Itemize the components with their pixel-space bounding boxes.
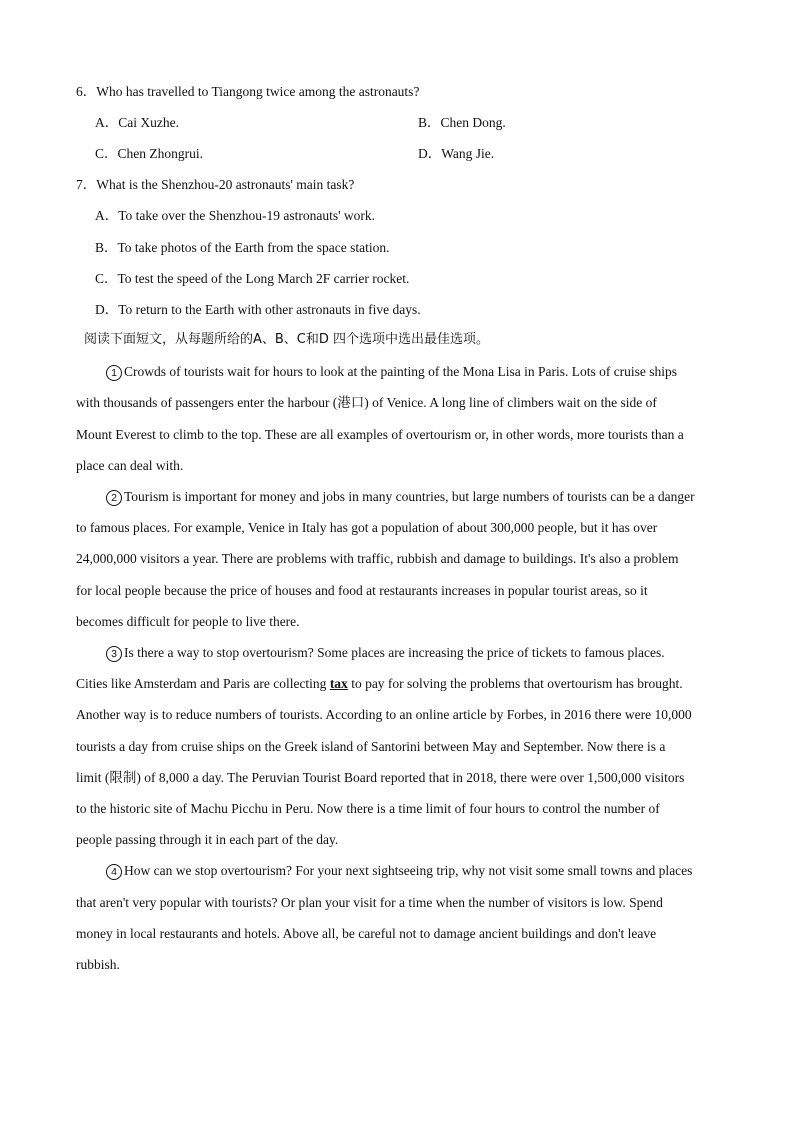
paragraph-2-line-5: becomes difficult for people to live there. — [76, 614, 300, 629]
question-6-option-c: C．Chen Zhongrui. — [95, 146, 203, 161]
paragraph-text: How can we stop overtourism? For your next sightseeing trip, why not visit some small towns and places — [124, 863, 693, 878]
paragraph-number-2: 2 — [106, 490, 122, 506]
paragraph-number-3: 3 — [106, 646, 122, 662]
question-7-option-c: C．To test the speed of the Long March 2F carrier rocket. — [95, 271, 410, 286]
paragraph-2-line-3: 24,000,000 visitors a year. There are problems with traffic, rubbish and damage to buildings. It's also a problem — [76, 551, 679, 566]
paragraph-3-line-4: tourists a day from cruise ships on the Greek island of Santorini between May and September. Now there is a — [76, 739, 666, 754]
question-6-option-b: B．Chen Dong. — [418, 115, 506, 130]
paragraph-3-line-6: to the historic site of Machu Picchu in Peru. Now there is a time limit of four hours to control the number of — [76, 801, 660, 816]
paragraph-3-line-3: Another way is to reduce numbers of tourists. According to an online article by Forbes, in 2016 there were 10,000 — [76, 707, 692, 722]
paragraph-3-line-7: people passing through it in each part of the day. — [76, 832, 339, 847]
paragraph-3-line-5: limit (限制) of 8,000 a day. The Peruvian Tourist Board reported that in 2018, there were over 1,500,000 visitors — [76, 770, 685, 785]
question-7-option-a: A．To take over the Shenzhou-19 astronauts' work. — [95, 208, 376, 223]
reading-instruction: 阅读下面短文，从每题所给的A、B、C和D 四个选项中选出最佳选项。 — [84, 332, 490, 347]
highlighted-word-tax: tax — [329, 676, 348, 691]
paragraph-number-1: 1 — [106, 365, 122, 381]
paragraph-number-4: 4 — [106, 864, 122, 880]
paragraph-text: Is there a way to stop overtourism? Some places are increasing the price of tickets to famous places. — [124, 645, 665, 660]
paragraph-3-line-2 — [76, 675, 683, 693]
paragraph-text: to pay for solving the problems that overtourism has brought. — [347, 676, 683, 691]
paragraph-text: Tourism is important for money and jobs in many countries, but large numbers of tourists can be a danger — [124, 489, 695, 504]
paragraph-4-line-2: that aren't very popular with tourists? Or plan your visit for a time when the number of visitors is low. Spend — [76, 895, 663, 910]
paragraph-2-line-4: for local people because the price of houses and food at restaurants increases in popular tourist areas, so it — [76, 583, 648, 598]
paragraph-1-line-4: place can deal with. — [76, 458, 184, 473]
question-6-option-d: D．Wang Jie. — [418, 146, 495, 161]
question-7-stem: 7．What is the Shenzhou-20 astronauts' main task? — [76, 177, 355, 192]
question-7-option-d: D．To return to the Earth with other astronauts in five days. — [95, 302, 421, 317]
question-6-option-a: A．Cai Xuzhe. — [95, 115, 179, 130]
question-7-option-b: B．To take photos of the Earth from the space station. — [95, 240, 390, 255]
paragraph-1-line-2: with thousands of passengers enter the harbour (港口) of Venice. A long line of climbers wait on the side of — [76, 395, 657, 410]
paragraph-1-line-1 — [106, 363, 677, 381]
paragraph-2-line-2: to famous places. For example, Venice in Italy has got a population of about 300,000 people, but it has over — [76, 520, 658, 535]
paragraph-2-line-1 — [106, 488, 695, 506]
paragraph-4-line-3: money in local restaurants and hotels. Above all, be careful not to damage ancient buildings and don't leave — [76, 926, 657, 941]
paragraph-text: Crowds of tourists wait for hours to look at the painting of the Mona Lisa in Paris. Lots of cruise ships — [124, 364, 678, 379]
question-6-stem: 6．Who has travelled to Tiangong twice among the astronauts? — [76, 84, 420, 99]
paragraph-1-line-3: Mount Everest to climb to the top. These are all examples of overtourism or, in other words, more tourists than a — [76, 427, 684, 442]
paragraph-4-line-4: rubbish. — [76, 957, 120, 972]
paragraph-4-line-1 — [106, 862, 692, 880]
paragraph-text: Cities like Amsterdam and Paris are collecting — [76, 676, 330, 691]
paragraph-3-line-1 — [106, 644, 665, 662]
